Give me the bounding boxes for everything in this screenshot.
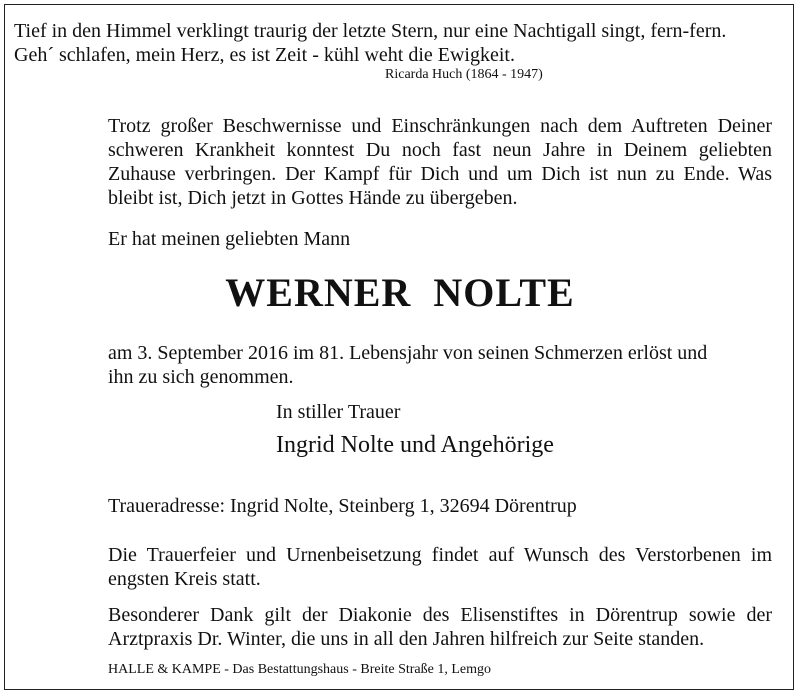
lead-in-text: Er hat meinen geliebten Mann <box>108 228 351 250</box>
thanks-paragraph: Besonderer Dank gilt der Diakonie des Elisenstiftes in Dörentrup sowie der Arztpraxis Dr. Winter, die uns in all den Jahren hilfreich zur Seite standen. <box>108 604 772 650</box>
address-line: Traueradresse: Ingrid Nolte, Steinberg 1, 32694 Dörentrup <box>108 495 577 517</box>
death-notice: am 3. September 2016 im 81. Lebensjahr von seinen Schmerzen erlöst und ihn zu sich genommen. <box>108 342 708 388</box>
funeral-home-footer: HALLE & KAMPE - Das Bestattungshaus - Breite Straße 1, Lemgo <box>108 662 491 677</box>
poem-attribution: Ricarda Huch (1864 - 1947) <box>385 67 543 82</box>
funeral-note: Die Trauerfeier und Urnenbeisetzung findet auf Wunsch des Verstorbenen im engsten Kreis statt. <box>108 544 772 590</box>
intro-paragraph: Trotz großer Beschwernisse und Einschränkungen nach dem Auftreten Deiner schweren Krankheit konntest Du noch fast neun Jahre in Deinem geliebten Zuhause verbringen. Der Kampf für Dich und um Dich ist nun zu Ende. Was bleibt ist, Dich jetzt in Gottes Hände zu übergeben. <box>108 115 772 209</box>
poem-line-1: Tief in den Himmel verklingt traurig der letzte Stern, nur eine Nachtigall singt, fern-fern. <box>14 20 727 42</box>
mourning-phrase: In stiller Trauer <box>276 401 401 423</box>
mourning-names: Ingrid Nolte und Angehörige <box>276 432 554 458</box>
deceased-name: WERNER NOLTE <box>225 270 575 315</box>
poem-line-2: Geh´ schlafen, mein Herz, es ist Zeit - kühl weht die Ewigkeit. <box>14 44 515 66</box>
